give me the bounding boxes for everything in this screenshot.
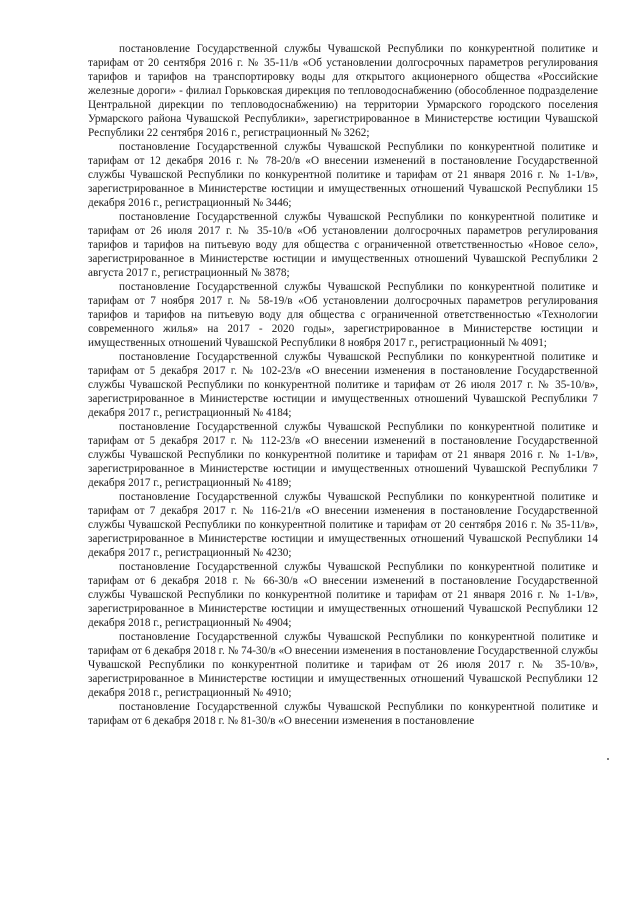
paragraph-resolution-78-20: постановление Государственной службы Чувашской Республики по конкурентной политике и тарифам от 12 декабря 2016 г. № 78-20/в «О внесении изменений в постановление Государственной службы Чувашской Республики по конкурентной политике и тарифам от 21 января 2016 г. № 1-1/в», зарегистрированное в Министерстве юстиции и имущественных отношений Чувашской Республики 15 декабря 2016 г., регистрационный № 3446;: [88, 141, 598, 209]
scan-dot-mark: [607, 758, 609, 760]
paragraph-resolution-116-21: постановление Государственной службы Чувашской Республики по конкурентной политике и тарифам от 7 декабря 2017 г. № 116-21/в «О внесении изменения в постановление Государственной службы Чувашской Республики по конкурентной политике и тарифам от 20 сентября 2016 г. № 35-11/в», зарегистрированное в Министерстве юстиции и имущественных отношений Чувашской Республики 14 декабря 2017 г., регистрационный № 4230;: [88, 491, 598, 559]
paragraph-resolution-58-19: постановление Государственной службы Чувашской Республики по конкурентной политике и тарифам от 7 ноября 2017 г. № 58-19/в «Об установлении долгосрочных параметров регулирования тарифов и тарифов на питьевую воду для общества с ограниченной ответственностью «Технологии современного жилья» на 2017 - 2020 годы», зарегистрированное в Министерстве юстиции и имущественных отношений Чувашской Республики 8 ноября 2017 г., регистрационный № 4091;: [88, 281, 598, 349]
paragraph-resolution-66-30: постановление Государственной службы Чувашской Республики по конкурентной политике и тарифам от 6 декабря 2018 г. № 66-30/в «О внесении изменений в постановление Государственной службы Чувашской Республики по конкурентной политике и тарифам от 21 января 2016 г. № 1-1/в», зарегистрированное в Министерстве юстиции и имущественных отношений Чувашской Республики 12 декабря 2018 г., регистрационный № 4904;: [88, 561, 598, 629]
paragraph-resolution-102-23: постановление Государственной службы Чувашской Республики по конкурентной политике и тарифам от 5 декабря 2017 г. № 102-23/в «О внесении изменения в постановление Государственной службы Чувашской Республики по конкурентной политике и тарифам от 26 июля 2017 г. № 35-10/в», зарегистрированное в Министерстве юстиции и имущественных отношений Чувашской Республики 7 декабря 2017 г., регистрационный № 4184;: [88, 351, 598, 419]
document-body: [88, 42, 598, 728]
paragraph-resolution-81-30: постановление Государственной службы Чувашской Республики по конкурентной политике и тарифам от 6 декабря 2018 г. № 81-30/в «О внесении изменения в постановление: [88, 701, 598, 727]
paragraph-resolution-112-23: постановление Государственной службы Чувашской Республики по конкурентной политике и тарифам от 5 декабря 2017 г. № 112-23/в «О внесении изменений в постановление Государственной службы Чувашской Республики по конкурентной политике и тарифам от 21 января 2016 г. № 1-1/в», зарегистрированное в Министерстве юстиции и имущественных отношений Чувашской Республики 7 декабря 2017 г., регистрационный № 4189;: [88, 421, 598, 489]
paragraph-resolution-35-10: постановление Государственной службы Чувашской Республики по конкурентной политике и тарифам от 26 июля 2017 г. № 35-10/в «Об установлении долгосрочных параметров регулирования тарифов и тарифов на питьевую воду для общества с ограниченной ответственностью «Новое село», зарегистрированное в Министерстве юстиции и имущественных отношений Чувашской Республики 2 августа 2017 г., регистрационный № 3878;: [88, 211, 598, 279]
paragraph-resolution-35-11: постановление Государственной службы Чувашской Республики по конкурентной политике и тарифам от 20 сентября 2016 г. № 35-11/в «Об установлении долгосрочных параметров регулирования тарифов и тарифов на транспортировку воды для открытого акционерного общества «Российские железные дороги» - филиал Горьковская дирекция по тепловодоснабжению (обособленное подразделение Центральной дирекции по тепловодоснабжению) на территории Урмарского городского поселения Урмарского района Чувашской Республики», зарегистрированное в Министерстве юстиции Чувашской Республики 22 сентября 2016 г., регистрационный № 3262;: [88, 43, 598, 139]
paragraph-resolution-74-30: постановление Государственной службы Чувашской Республики по конкурентной политике и тарифам от 6 декабря 2018 г. № 74-30/в «О внесении изменения в постановление Государственной службы Чувашской Республики по конкурентной политике и тарифам от 26 июля 2017 г. № 35-10/в», зарегистрированное в Министерстве юстиции и имущественных отношений Чувашской Республики 12 декабря 2018 г., регистрационный № 4910;: [88, 631, 598, 699]
